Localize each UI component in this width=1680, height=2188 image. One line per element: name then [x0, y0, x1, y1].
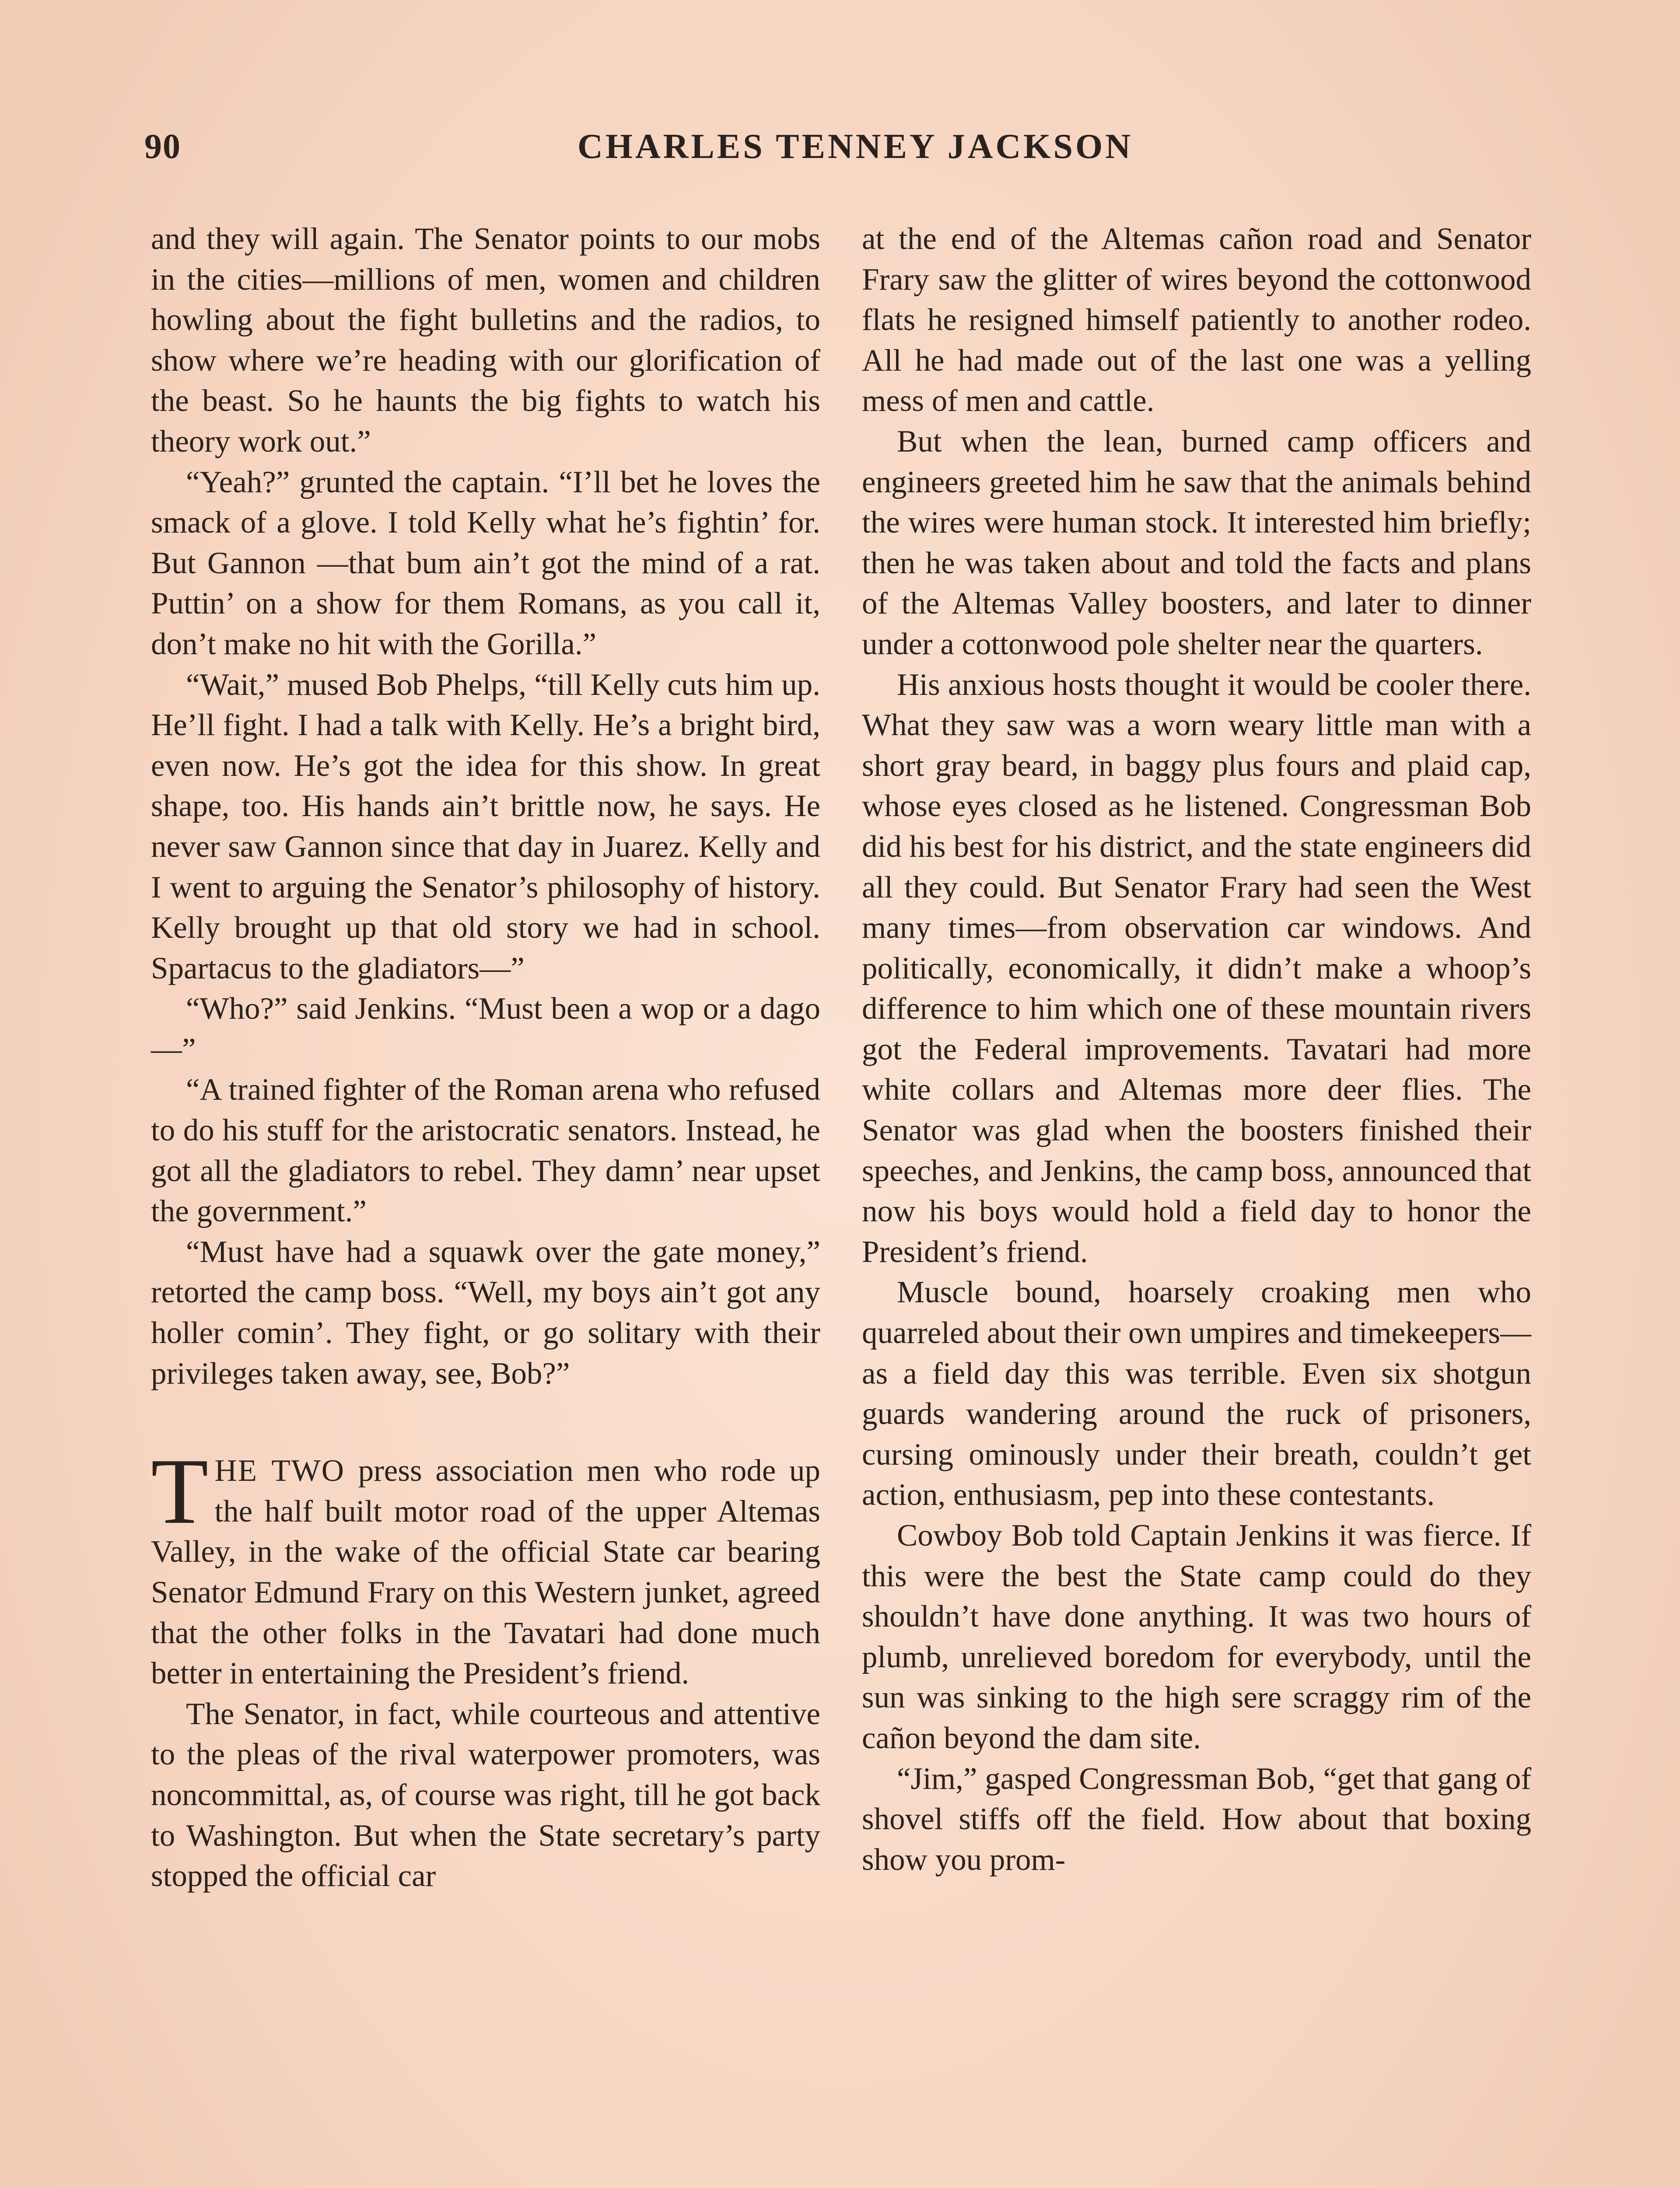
- paragraph: “A trained fighter of the Roman arena who refused to do his stuff for the aristocratic senators. Instead, he got all the gladiators to rebel. They damn’ near upset the government.”: [151, 1073, 820, 1229]
- paragraph: and they will again. The Senator points to our mobs in the cities—millions of men, women and children howling about the fight bulletins and the radios, to show where we’re heading with our glorification of the beast. So he haunts the big fights to watch his theory work out.”: [151, 222, 820, 459]
- paragraph: “Who?” said Jenkins. “Must been a wop or a dago—”: [151, 992, 820, 1066]
- paragraph: “Jim,” gasped Congressman Bob, “get that gang of shovel stiffs off the field. How about that boxing show you prom-: [862, 1761, 1531, 1877]
- left-column: [151, 219, 820, 1897]
- paragraph: “Yeah?” grunted the captain. “I’ll bet he loves the smack of a glove. I told Kelly what he’s fightin’ for. But Gannon —that bum ain’t got the mind of a rat. Puttin’ on a show for them Romans, as you call it, don’t make no hit with the Gorilla.”: [151, 465, 820, 661]
- paragraph: But when the lean, burned camp officers and engineers greeted him he saw that the animals behind the wires were human stock. It interested him briefly; then he was taken about and told the facts and plans of the Altemas Valley boosters, and later to dinner under a cottonwood pole shelter near the quarters.: [862, 424, 1531, 661]
- drop-cap: T: [151, 1439, 209, 1544]
- section-opening-paragraph: [151, 1439, 820, 1694]
- section-lead-words: HE TWO: [214, 1454, 345, 1488]
- section-opening-text: press association men who rode up the half built motor road of the upper Altemas Valley, in the wake of the official State car bearing Senator Edmund Frary on this Western junket, agreed that the other folks in the Tavatari had done much better in entertaining the President’s friend.: [151, 1454, 820, 1691]
- section-break: [151, 1394, 820, 1451]
- right-column: [862, 219, 1531, 1880]
- paragraph: The Senator, in fact, while courteous and attentive to the pleas of the rival waterpower promoters, was noncommittal, as, of course was right, till he got back to Washington. But when the State secretary’s party stopped the official car: [151, 1697, 820, 1893]
- page-header: [144, 127, 1566, 188]
- paragraph: Muscle bound, hoarsely croaking men who quarreled about their own umpires and timekeepers—as a field day this was terrible. Even six shotgun guards wandering around the ruck of prisoners, cursing ominously under their breath, couldn’t get action, enthusiasm, pep into these contestants.: [862, 1275, 1531, 1512]
- paragraph: Cowboy Bob told Captain Jenkins it was fierce. If this were the best the State camp could do they shouldn’t have done anything. It was two hours of plumb, unrelieved boredom for everybody, until the sun was sinking to the high sere scraggy rim of the cañon beyond the dam site.: [862, 1518, 1531, 1755]
- paragraph: “Wait,” mused Bob Phelps, “till Kelly cuts him up. He’ll fight. I had a talk with Kelly. He’s a bright bird, even now. He’s got the idea for this show. In great shape, too. His hands ain’t brittle now, he says. He never saw Gannon since that day in Juarez. Kelly and I went to arguing the Senator’s philosophy of history. Kelly brought up that old story we had in school. Spartacus to the gladiators—”: [151, 667, 820, 985]
- paragraph: His anxious hosts thought it would be cooler there. What they saw was a worn weary little man with a short gray beard, in baggy plus fours and plaid cap, whose eyes closed as he listened. Congressman Bob did his best for his district, and the state engineers did all they could. But Senator Frary had seen the West many times—from observation car windows. And politically, economically, it didn’t make a whoop’s difference to him which one of these mountain rivers got the Federal improvements. Tavatari had more white collars and Altemas more deer flies. The Senator was glad when the boosters finished their speeches, and Jenkins, the camp boss, announced that now his boys would hold a field day to honor the President’s friend.: [862, 667, 1531, 1269]
- paragraph-continuation: at the end of the Altemas cañon road and Senator Frary saw the glitter of wires beyond the cottonwood flats he resigned himself patiently to another rodeo. All he had made out of the last one was a yelling mess of men and cattle.: [862, 222, 1531, 418]
- page-number: 90: [144, 127, 181, 166]
- paragraph: “Must have had a squawk over the gate money,” retorted the camp boss. “Well, my boys ain’t got any holler comin’. They fight, or go solitary with their privileges taken away, see, Bob?”: [151, 1234, 820, 1391]
- running-head: CHARLES TENNEY JACKSON: [577, 127, 1133, 166]
